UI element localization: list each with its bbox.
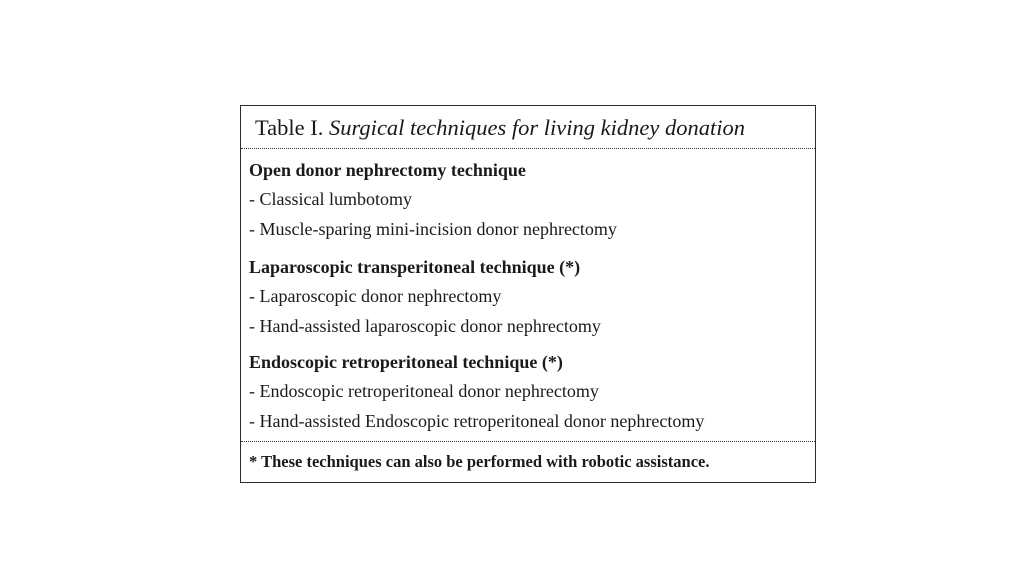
footer-divider [241, 441, 815, 442]
group-heading-open: Open donor nephrectomy technique [249, 160, 526, 180]
list-item: - Muscle-sparing mini-incision donor nephrectomy [249, 219, 617, 239]
table-label: Table I. [255, 115, 324, 140]
header-divider [241, 148, 815, 149]
list-item: - Hand-assisted laparoscopic donor nephrectomy [249, 316, 601, 336]
list-item: - Hand-assisted Endoscopic retroperitoneal donor nephrectomy [249, 411, 705, 431]
group-heading-laparoscopic: Laparoscopic transperitoneal technique (*) [249, 257, 581, 277]
table-title [255, 110, 745, 146]
group-heading-endoscopic: Endoscopic retroperitoneal technique (*) [249, 352, 563, 372]
techniques-table [240, 105, 816, 483]
list-item: - Classical lumbotomy [249, 189, 412, 209]
table-title-text: Surgical techniques for living kidney donation [329, 115, 745, 140]
list-item: - Laparoscopic donor nephrectomy [249, 286, 502, 306]
table-footnote: * These techniques can also be performed with robotic assistance. [249, 452, 710, 471]
list-item: - Endoscopic retroperitoneal donor nephrectomy [249, 381, 599, 401]
